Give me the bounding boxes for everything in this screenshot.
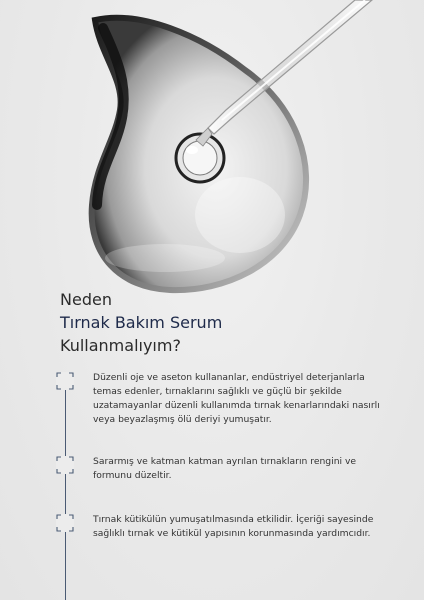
corner-brackets-icon: [56, 514, 74, 532]
corner-brackets-icon: [56, 456, 74, 474]
benefit-text: Tırnak kütikülün yumuşatılmasında etkilidir. İçeriği sayesinde sağlıklı tırnak ve kütikül yapısının korunmasında yardımcıdır.: [93, 514, 374, 539]
corner-brackets-icon: [56, 372, 74, 390]
timeline-line: [65, 390, 66, 600]
heading-line-2-product: Tırnak Bakım Serum: [60, 313, 223, 332]
heading-line-3: Kullanmalıyım?: [60, 336, 181, 355]
benefit-text: Sararmış ve katman katman ayrılan tırnakların rengini ve formunu düzeltir.: [93, 456, 357, 481]
section-heading: [60, 288, 360, 357]
heading-line-1: Neden: [60, 290, 112, 309]
benefit-text: Düzenli oje ve aseton kullananlar, endüstriyel deterjanlarla temas edenler, tırnaklarını sağlıklı ve güçlü bir şekilde uzatamayanlar düzenli kullanımda tırnak kenarlarındaki nasırlı veya beyazlaşmış ölü deriyi yumuşatır.: [93, 372, 380, 425]
